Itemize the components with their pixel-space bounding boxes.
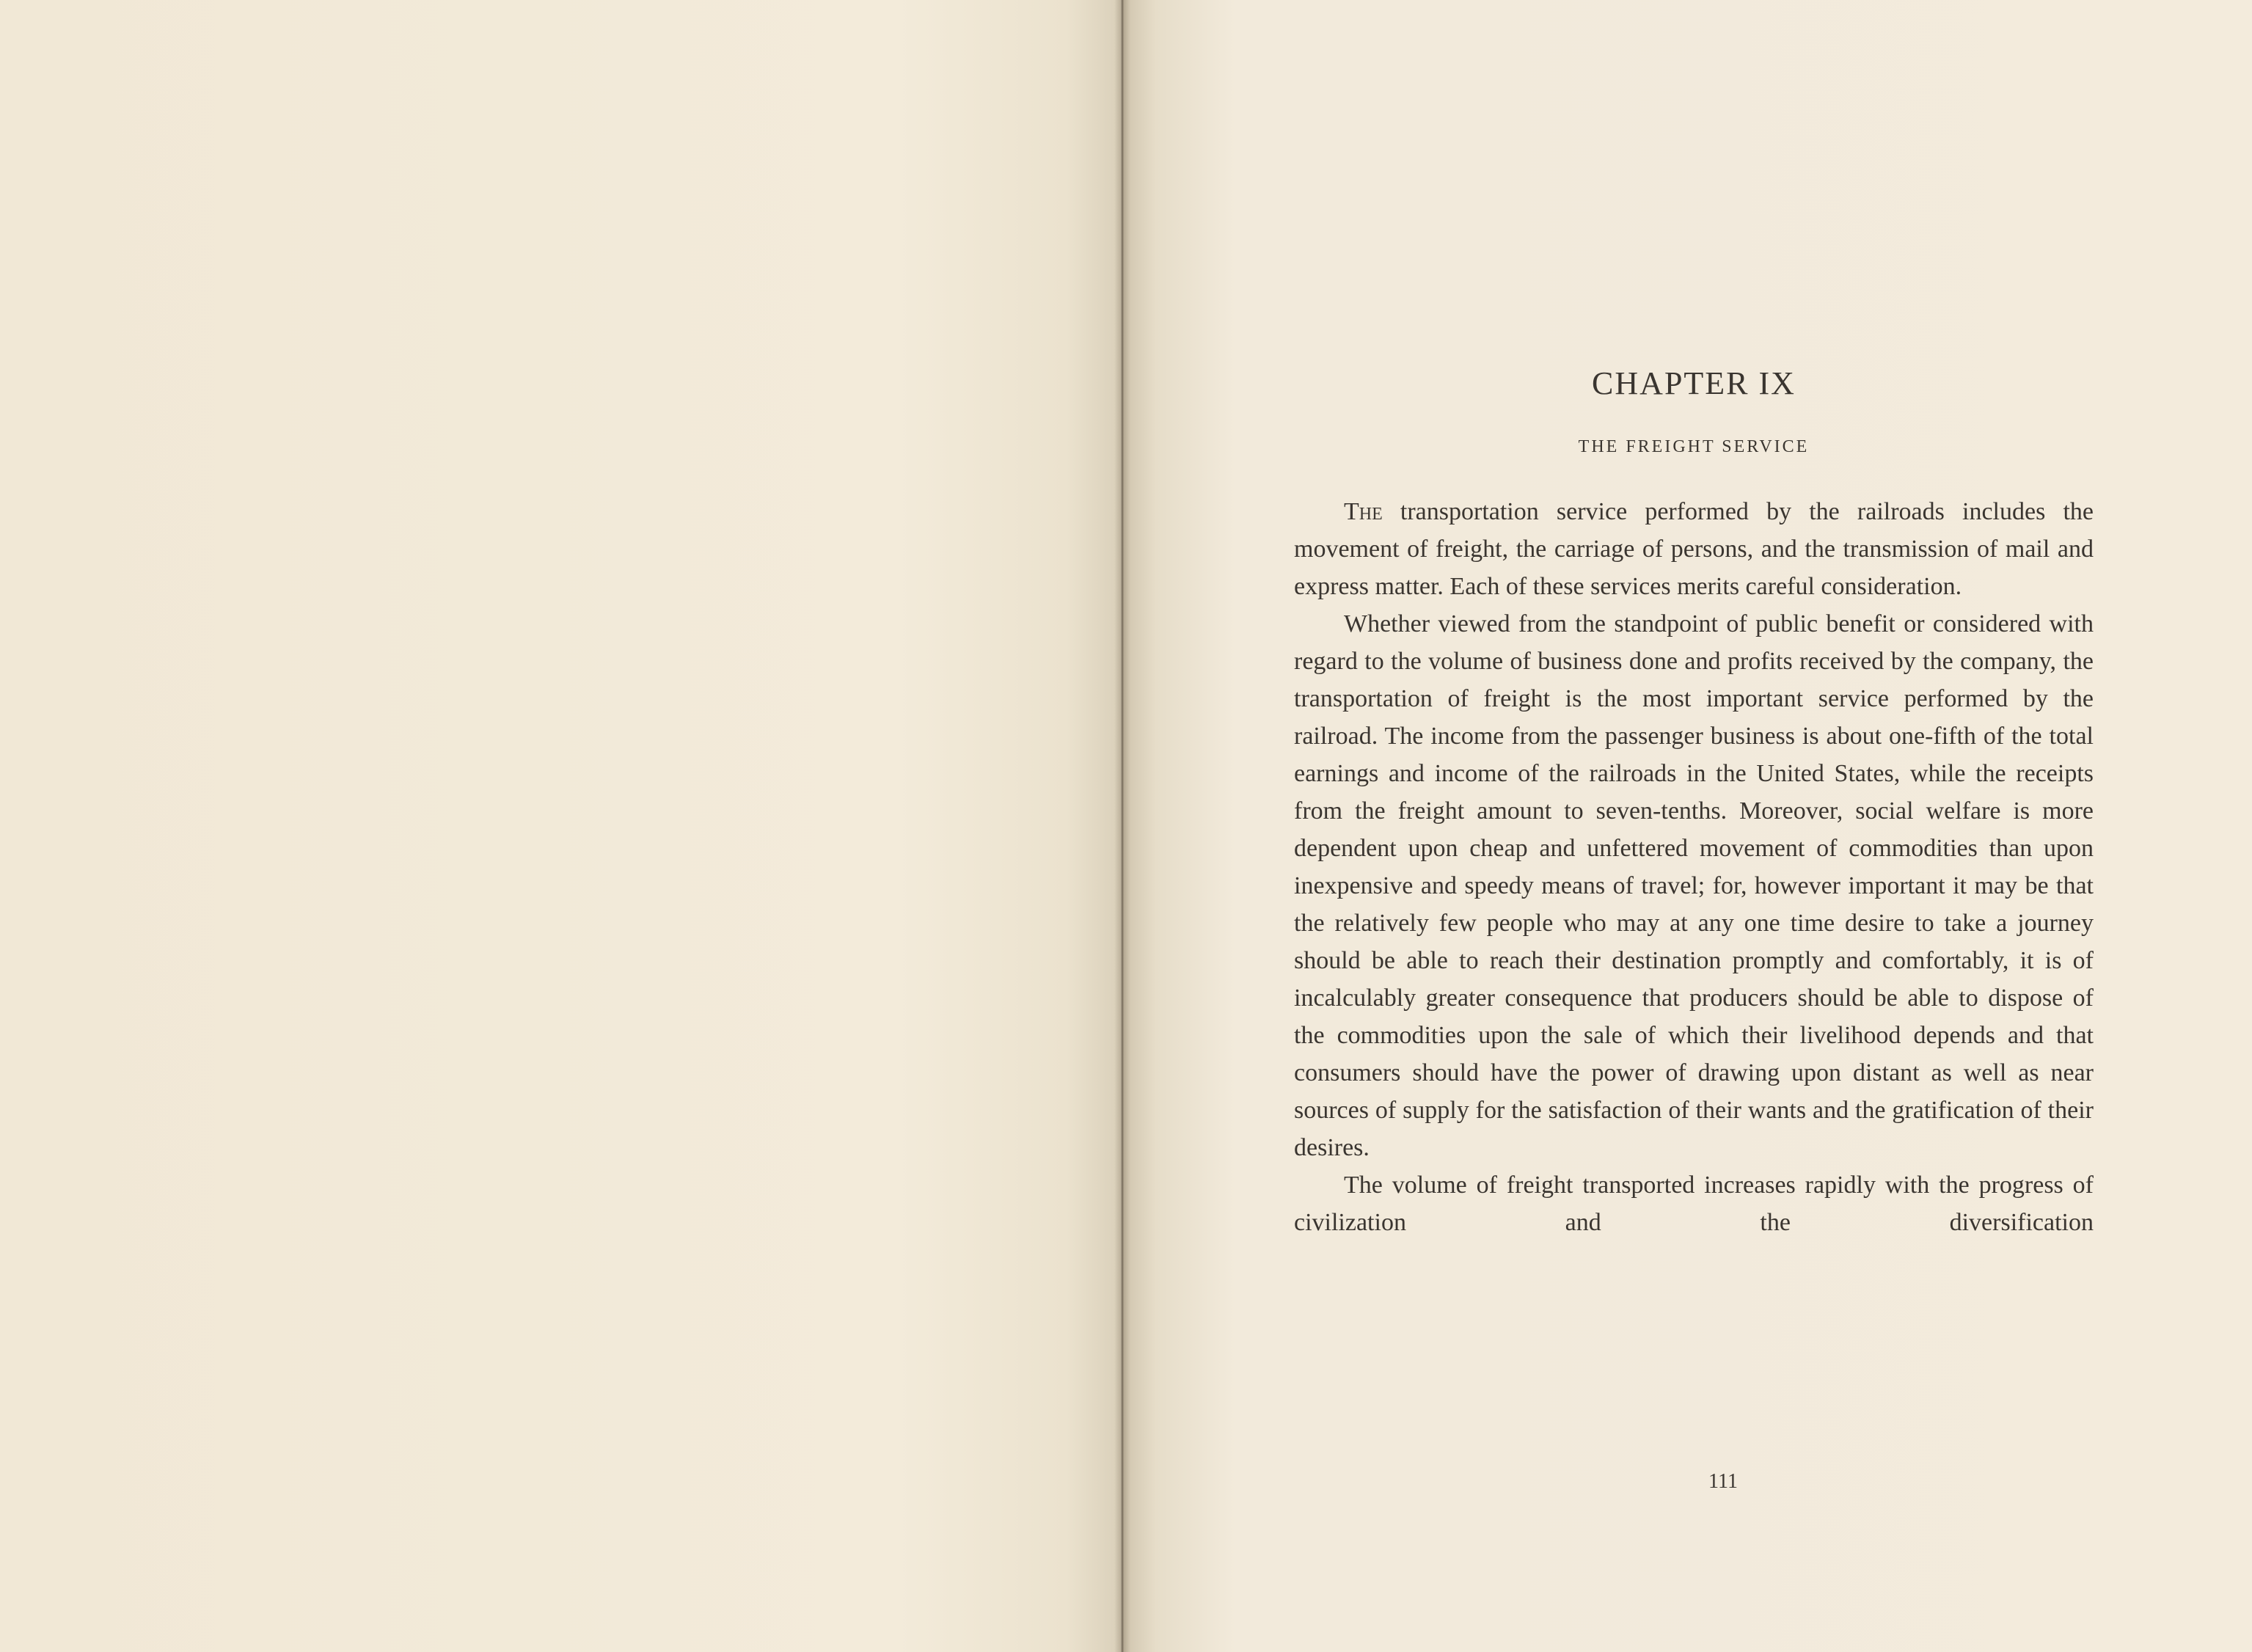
paragraph-lead-word: The xyxy=(1344,498,1383,525)
paragraph-text: Whether viewed from the standpoint of public benefit or considered with regard to the volume of business done and profits received by the company, the transportation of freight is the most important service performed by the railroad. The income from the passenger business is about one-fifth of the total earnings and income of the railroads in the United States, while the receipts from the freight amount to seven-tenths. Moreover, social welfare is more dependent upon cheap and unfettered movement of commodities than upon inexpensive and speedy means of travel; for, however important it may be that the relatively few people who may at any one time desire to take a journey should be able to reach their destination promptly and comfortably, it is of incalculably greater consequence that producers should be able to dispose of the commodities upon the sale of which their livelihood depends and that consumers should have the power of drawing upon distant as well as near sources of supply for the satisfaction of their wants and the gratification of their desires. xyxy=(1294,610,2094,1161)
paragraph-1 xyxy=(1294,493,2094,605)
left-page-blank xyxy=(0,0,1122,1652)
chapter-subtitle: THE FREIGHT SERVICE xyxy=(1578,437,1810,456)
paragraph-2 xyxy=(1294,605,2094,1166)
chapter-title: CHAPTER IX xyxy=(1592,365,1796,401)
paragraph-3 xyxy=(1294,1166,2094,1241)
paragraph-text: The volume of freight transported increases rapidly with the progress of civilization and the diversification xyxy=(1294,1172,2094,1236)
paragraph-text: transportation service performed by the railroads includes the movement of freight, the carriage of persons, and the transmission of mail and express matter. Each of these services merits careful consideration. xyxy=(1294,498,2094,600)
chapter-body xyxy=(1294,493,2094,1241)
page-number: 111 xyxy=(1708,1470,1738,1493)
book-gutter xyxy=(1114,0,1130,1652)
